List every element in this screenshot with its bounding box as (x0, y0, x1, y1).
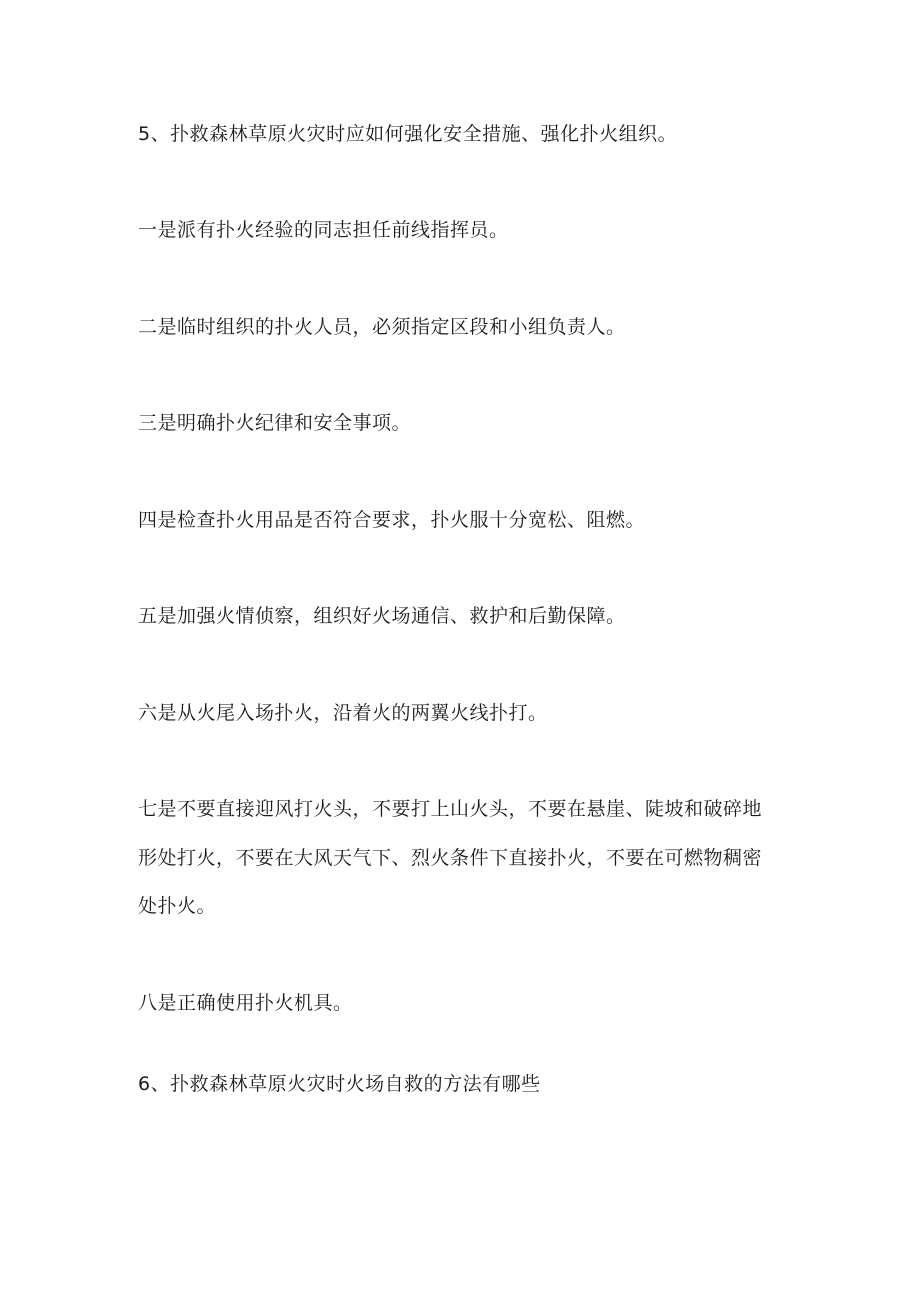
question-6-heading: 6、扑救森林草原火灾时火场自救的方法有哪些 (138, 1073, 541, 1095)
measure-7-line-2: 形处打火，不要在大风天气下、烈火条件下直接扑火，不要在可燃物稠密 (138, 847, 763, 869)
measure-2: 二是临时组织的扑火人员，必须指定区段和小组负责人。 (138, 316, 626, 338)
measure-8: 八是正确使用扑火机具。 (138, 992, 353, 1014)
measure-7-line-3: 处扑火。 (138, 895, 217, 917)
measure-3: 三是明确扑火纪律和安全事项。 (138, 412, 412, 434)
measure-7-line-1: 七是不要直接迎风打火头，不要打上山火头，不要在悬崖、陡坡和破碎地 (138, 798, 763, 820)
measure-6: 六是从火尾入场扑火，沿着火的两翼火线扑打。 (138, 702, 548, 724)
question-5-heading: 5、扑救森林草原火灾时应如何强化安全措施、强化扑火组织。 (138, 123, 678, 145)
measure-5: 五是加强火情侦察，组织好火场通信、救护和后勤保障。 (138, 605, 626, 627)
measure-4: 四是检查扑火用品是否符合要求，扑火服十分宽松、阻燃。 (138, 509, 646, 531)
measure-1: 一是派有扑火经验的同志担任前线指挥员。 (138, 219, 509, 241)
